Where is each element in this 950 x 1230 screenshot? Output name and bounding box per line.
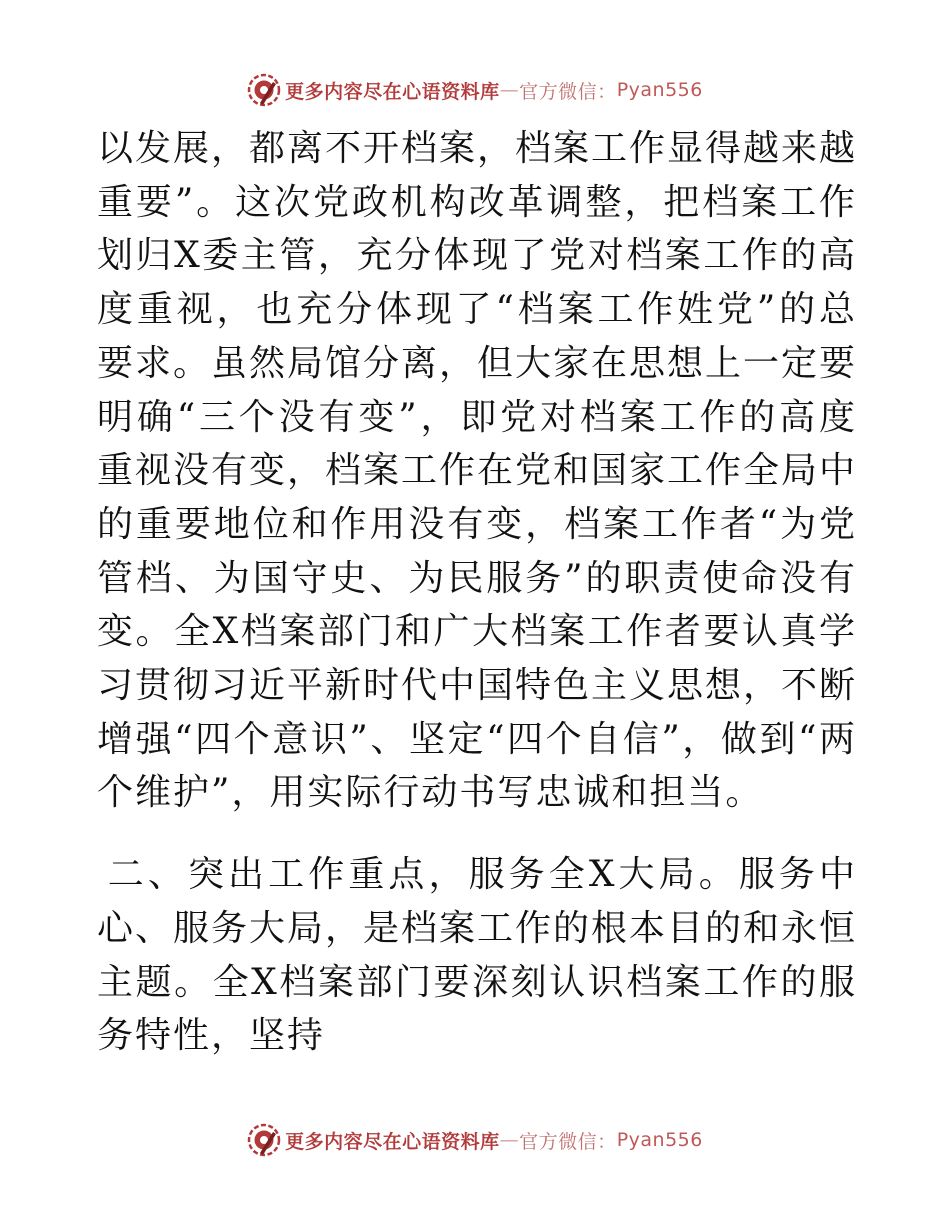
footer-separator: — bbox=[499, 1129, 520, 1151]
rosette-pen-logo-icon bbox=[247, 73, 281, 107]
body-paragraph-1: 以发展，都离不开档案，档案工作显得越来越重要”。这次党政机构改革调整，把档案工作划归X委主管，充分体现了党对档案工作的高度重视，也充分体现了“档案工作姓党”的总要求。虽然局馆分离，但大家在思想上一定要明确“三个没有变”，即党对档案工作的高度重视没有变，档案工作在党和国家工作全局中的重要地位和作用没有变，档案工作者“为党管档、为国守史、为民服务”的职责使命没有变。全X档案部门和广大档案工作者要认真学习贯彻习近平新时代中国特色主义思想，不断增强“四个意识”、坚定“四个自信”，做到“两个维护”，用实际行动书写忠诚和担当。 bbox=[97, 128, 858, 814]
footer-wechat-id: Pyan556 bbox=[616, 1129, 703, 1151]
footer-text: 更多内容尽在心语资料库 bbox=[285, 1130, 500, 1153]
header-wechat-id: Pyan556 bbox=[616, 79, 703, 101]
header-text: 更多内容尽在心语资料库 bbox=[285, 80, 500, 103]
header-wechat-label: 官方微信： bbox=[519, 80, 617, 103]
footer-banner bbox=[0, 1120, 950, 1160]
rosette-pen-logo-icon bbox=[247, 1123, 281, 1157]
footer-wechat-label: 官方微信： bbox=[519, 1130, 617, 1153]
body-paragraph-2: 二、突出工作重点，服务全X大局。服务中心、服务大局，是档案工作的根本目的和永恒主题。全X档案部门要深刻认识档案工作的服务特性，坚持 bbox=[97, 854, 858, 1057]
document-body bbox=[97, 122, 857, 1063]
header-banner bbox=[0, 70, 950, 110]
header-separator: — bbox=[499, 79, 520, 101]
